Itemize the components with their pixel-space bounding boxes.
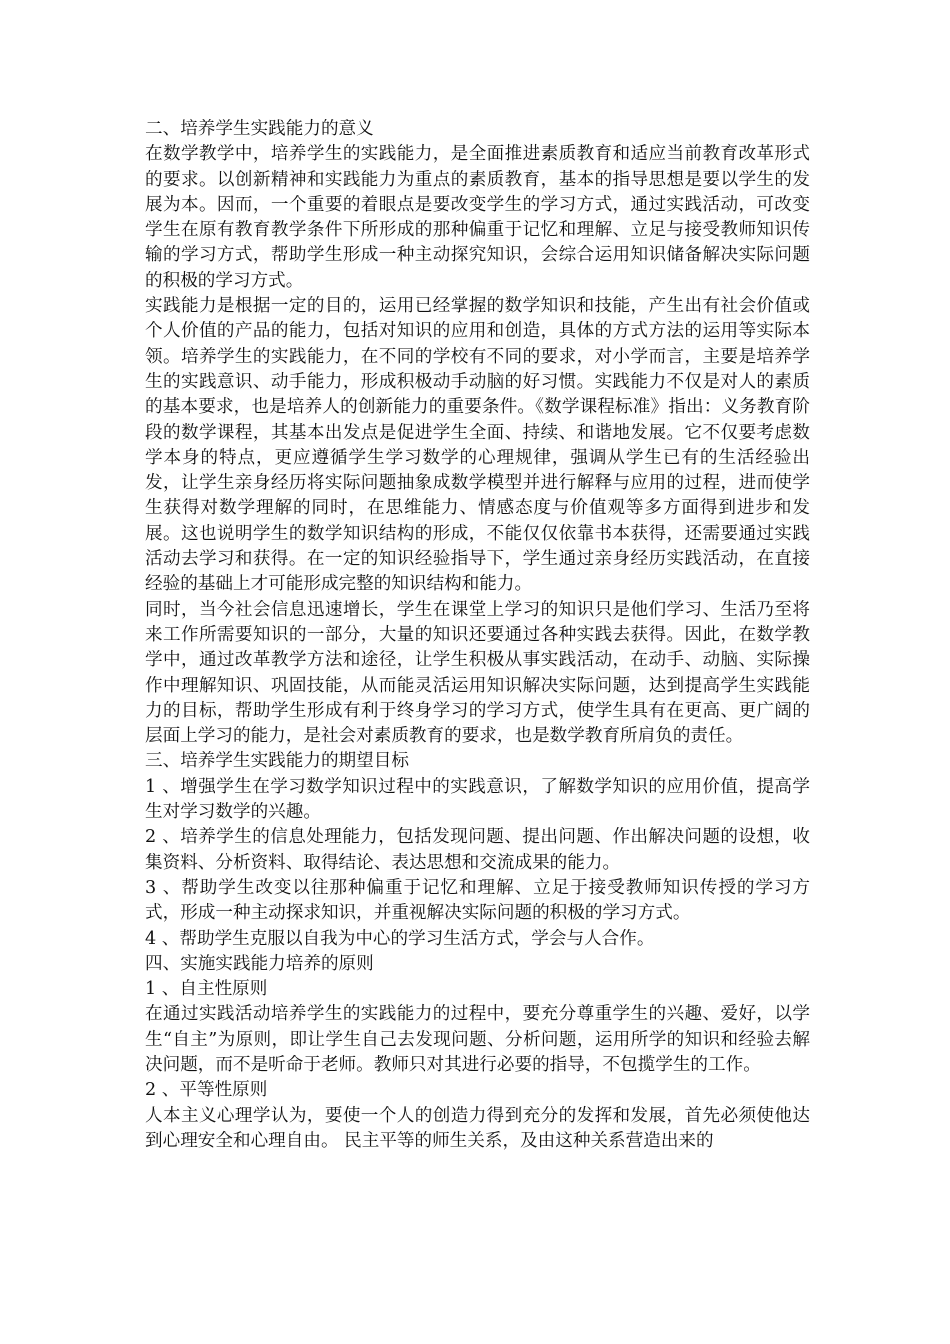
document-body [145,117,810,1154]
principle-2-heading: 2 、平等性原则 [145,1080,268,1101]
principle-1-text: 在通过实践活动培养学生的实践能力的过程中，要充分尊重学生的兴趣、爱好，以学生“自主”为原则，即让学生自己去发现问题、分析问题，运用所学的知识和经验去解决问题，而不是听命于老师。教师只对其进行必要的指导，不包揽学生的工作。 [145,1004,810,1075]
section-4-heading: 四、实施实践能力培养的原则 [145,953,374,974]
principle-2-text: 人本主义心理学认为，要使一个人的创造力得到充分的发挥和发展，首先必须使他达到心理安全和心理自由。 民主平等的师生关系，及由这种关系营造出来的 [145,1105,810,1151]
section-2-paragraph-2: 实践能力是根据一定的目的，运用已经掌握的数学知识和技能，产生出有社会价值或个人价值的产品的能力，包括对知识的应用和创造，具体的方式方法的运用等实际本领。培养学生的实践能力，在不同的学校有不同的要求，对小学而言，主要是培养学生的实践意识、动手能力，形成积极动手动脑的好习惯。实践能力不仅是对人的素质的基本要求，也是培养人的创新能力的重要条件。《数学课程标准》指出：义务教育阶段的数学课程，其基本出发点是促进学生全面、持续、和谐地发展。它不仅要考虑数学本身的特点，更应遵循学生学习数学的心理规律，强调从学生已有的生活经验出发，让学生亲身经历将实际问题抽象成数学模型并进行解释与应用的过程，进而使学生获得对数学理解的同时，在思维能力、情感态度与价值观等多方面得到进步和发展。这也说明学生的数学知识结构的形成，不能仅仅依靠书本获得，还需要通过实践活动去学习和获得。在一定的知识经验指导下，学生通过亲身经历实践活动，在直接经验的基础上才可能形成完整的知识结构和能力。 [145,296,810,595]
section-2-paragraph-3: 同时，当今社会信息迅速增长，学生在课堂上学习的知识只是他们学习、生活乃至将来工作所需要知识的一部分，大量的知识还要通过各种实践去获得。因此，在数学教学中，通过改革教学方法和途径，让学生积极从事实践活动，在动手、动脑、实际操作中理解知识、巩固技能，从而能灵活运用知识解决实际问题，达到提高学生实践能力的目标，帮助学生形成有利于终身学习的学习方式，使学生具有在更高、更广阔的层面上学习的能力，是社会对素质教育的要求，也是数学教育所肩负的责任。 [145,599,810,747]
section-2-heading: 二、培养学生实践能力的意义 [145,119,374,139]
goal-item-2: 2 、培养学生的信息处理能力，包括发现问题、提出问题、作出解决问题的设想，收集资料、分析资料、取得结论、表达思想和交流成果的能力。 [145,827,810,873]
section-3-heading: 三、培养学生实践能力的期望目标 [145,751,409,772]
goal-item-4: 4 、帮助学生克服以自我为中心的学习生活方式，学会与人合作。 [145,928,655,949]
goal-item-3: 3 、帮助学生改变以往那种偏重于记忆和理解、立足于接受教师知识传授的学习方式，形成一种主动探求知识，并重视解决实际问题的积极的学习方式。 [145,877,810,924]
goal-item-1: 1 、增强学生在学习数学知识过程中的实践意识，了解数学知识的应用价值，提高学生对学习数学的兴趣。 [145,776,810,823]
principle-1-heading: 1 、自主性原则 [145,979,268,1000]
section-2-paragraph-1: 在数学教学中，培养学生的实践能力，是全面推进素质教育和适应当前教育改革形式的要求。以创新精神和实践能力为重点的素质教育，基本的指导思想是要以学生的发展为本。因而，一个重要的着眼点是要改变学生的学习方式，通过实践活动，可改变学生在原有教育教学条件下所形成的那种偏重于记忆和理解、立足与接受教师知识传输的学习方式，帮助学生形成一种主动探究知识，会综合运用知识储备解决实际问题的积极的学习方式。 [145,144,810,291]
